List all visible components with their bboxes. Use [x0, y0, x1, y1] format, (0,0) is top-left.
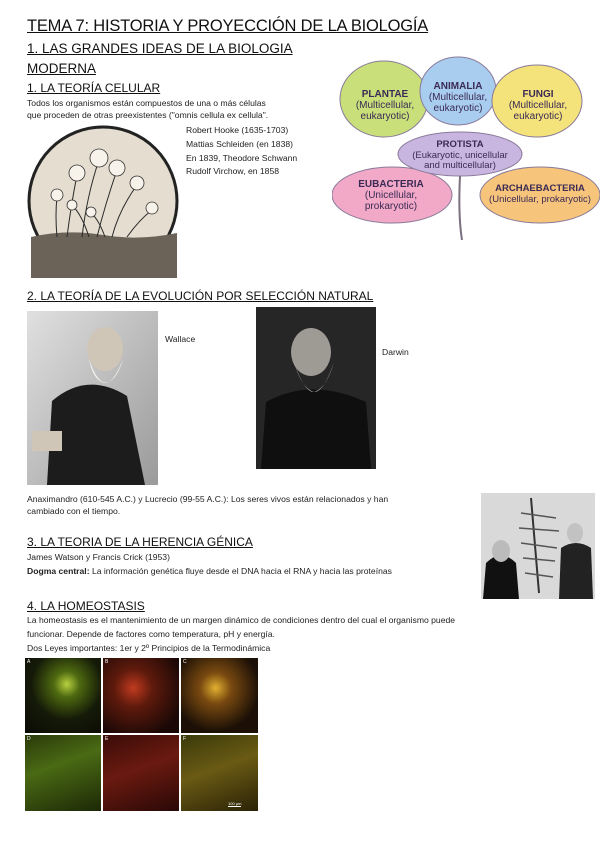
panel-d-letter: D — [27, 736, 31, 742]
scientist-schleiden: Mattias Schleiden (en 1838) — [186, 139, 294, 149]
fungi-label: FUNGI (Multicellular, eukaryotic) — [508, 89, 568, 122]
panel-c — [181, 658, 258, 733]
panel-a-letter: A — [27, 659, 31, 665]
scale-bar: 100 µm — [228, 801, 242, 806]
hooke-microscope-drawing — [27, 125, 179, 278]
watson-crick-line: James Watson y Francis Crick (1953) — [27, 552, 170, 562]
central-dogma-text: La información genética fluye desde el DNA hacia el RNA y hacia las proteínas — [89, 566, 392, 576]
panel-e-letter: E — [105, 736, 109, 742]
section2-heading: 2. LA TEORÍA DE LA EVOLUCIÓN POR SELECCIÓN NATURAL — [27, 289, 374, 303]
page-title: TEMA 7: HISTORIA Y PROYECCIÓN DE LA BIOLOGÍA — [27, 17, 429, 35]
protista-label: PROTISTA (Eukaryotic, unicellular and multicellular) — [412, 139, 508, 171]
homeostasis-line2: funcionar. Depende de factores como temperatura, pH y energía. — [27, 629, 275, 639]
panel-b-letter: B — [105, 659, 109, 665]
panel-a — [25, 658, 101, 733]
microscopy-grid — [25, 658, 258, 811]
evolution-text-line2: cambiado con el tiempo. — [27, 506, 121, 516]
panel-b — [103, 658, 179, 733]
panel-f — [181, 735, 258, 811]
central-dogma-label: Dogma central: — [27, 566, 90, 576]
cell-theory-line1: Todos los organismos están compuestos de una o más células — [27, 98, 266, 108]
panel-f-letter: F — [183, 736, 187, 742]
section4-heading: 4. LA HOMEOSTASIS — [27, 599, 145, 613]
panel-d — [25, 735, 101, 811]
panel-e — [103, 735, 179, 811]
scientist-schwann: En 1839, Theodore Schwann — [186, 153, 298, 163]
homeostasis-line1: La homeostasis es el mantenimiento de un margen dinámico de condiciones dentro del cual el organismo puede — [27, 615, 456, 625]
cell-theory-line2: que proceden de otras preexistentes ("omnis cellula ex cellula". — [27, 110, 269, 120]
section1-subheading: 1. LA TEORÍA CELULAR — [27, 81, 161, 95]
scientist-hooke: Robert Hooke (1635-1703) — [186, 125, 289, 135]
wallace-photo — [27, 311, 158, 485]
section1-heading-line2: MODERNA — [27, 61, 97, 76]
animalia-label: ANIMALIA (Multicellular, eukaryotic) — [428, 81, 488, 114]
evolution-text-line1: Anaximandro (610-545 A.C.) y Lucrecio (99-55 A.C.): Los seres vivos están relacionados y han — [27, 494, 389, 504]
eubacteria-label: EUBACTERIA (Unicellular, prokaryotic) — [358, 179, 424, 212]
plantae-label: PLANTAE (Multicellular, eukaryotic) — [355, 89, 415, 122]
section3-heading: 3. LA TEORIA DE LA HERENCIA GÉNICA — [27, 535, 253, 549]
kingdoms-diagram — [332, 55, 600, 245]
section1-heading-line1: 1. LAS GRANDES IDEAS DE LA BIOLOGIA — [27, 41, 293, 56]
watson-crick-photo — [481, 493, 595, 599]
panel-c-letter: C — [183, 659, 187, 665]
homeostasis-line3: Dos Leyes importantes: 1er y 2º Principios de la Termodinámica — [27, 643, 271, 653]
archaebacteria-label: ARCHAEBACTERIA (Unicellular, prokaryotic) — [489, 183, 591, 205]
darwin-caption: Darwin — [382, 347, 409, 357]
scientist-virchow: Rudolf Virchow, en 1858 — [186, 166, 280, 176]
wallace-caption: Wallace — [165, 334, 196, 344]
central-dogma-line — [27, 566, 392, 578]
darwin-photo — [256, 307, 376, 469]
